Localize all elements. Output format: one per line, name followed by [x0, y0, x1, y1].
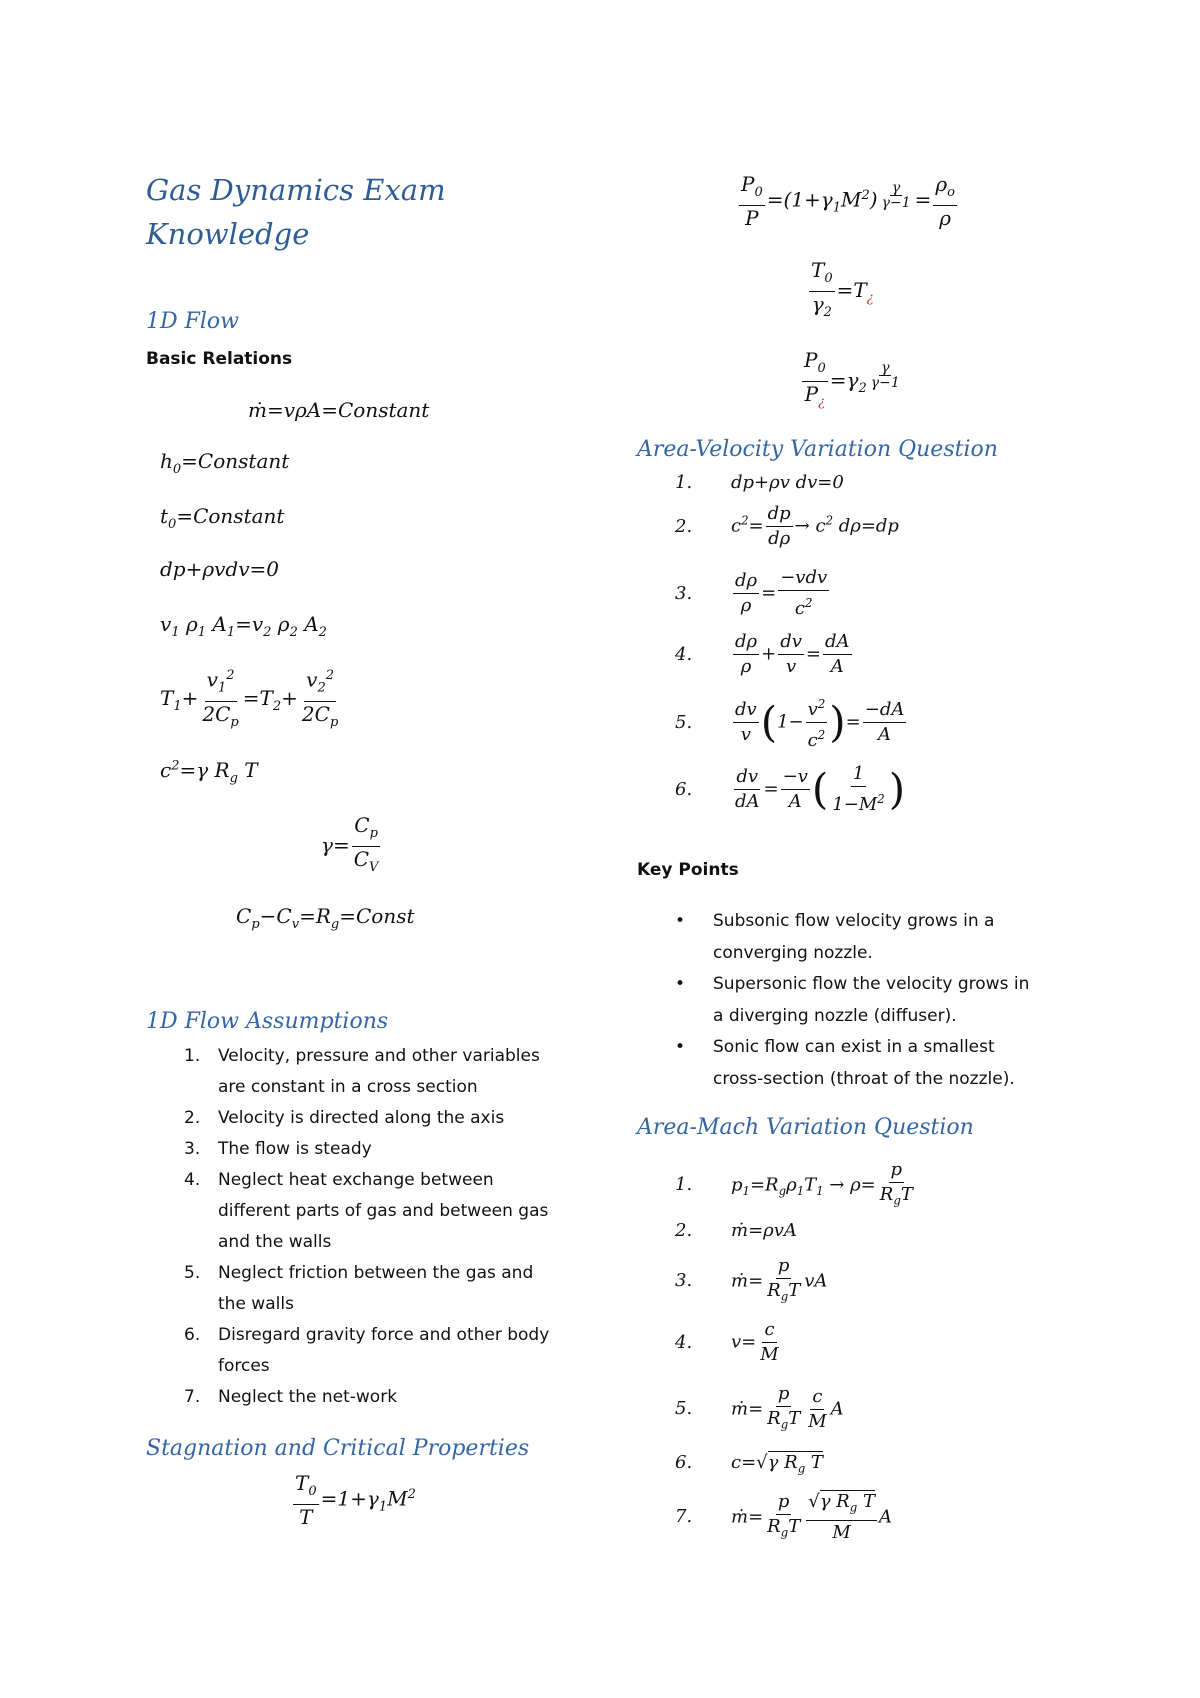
- list-number: 3.: [184, 1139, 201, 1159]
- title-line-2: Knowledge: [146, 217, 310, 251]
- am-eq-6: 6. c=√γ $R_g$ T: [675, 1452, 823, 1476]
- list-text: Subsonic flow velocity grows in a: [713, 911, 995, 931]
- eq-stagnation-pressure: $\frac{P_0}{P}$ $=(1+\gamma_1M^2)$ $^{\frac{\gamma}{\gamma-1}}$ = $\frac{\rho_o}{\rho}$: [741, 172, 955, 230]
- list-number: 1.: [184, 1046, 201, 1066]
- heading-1d-flow: 1D Flow: [146, 309, 240, 334]
- list-number: 2.: [675, 1220, 693, 1241]
- list-text: cross-section (throat of the nozzle).: [713, 1069, 1015, 1089]
- list-text: Neglect the net-work: [218, 1387, 398, 1407]
- heading-area-velocity: Area-Velocity Variation Question: [637, 437, 998, 462]
- av-eq-2: 2. $c^2=$ $\frac{dp}{d\rho}$ → $c^2$ dρ=dp: [675, 503, 899, 549]
- am-eq-5: 5. ṁ= $\frac{p}{R_gT}$ $\frac{c}{M}$ A: [675, 1383, 844, 1432]
- eq-const-word: Const: [355, 904, 415, 928]
- list-text: The flow is steady: [218, 1139, 372, 1159]
- list-item: [146, 1258, 616, 1320]
- eq-cp-cv: $C_p-C_v=R_g=Const$: [236, 904, 415, 932]
- list-number: 3.: [675, 582, 693, 604]
- list-text: Disregard gravity force and other body: [218, 1325, 550, 1345]
- list-number: 7.: [184, 1387, 201, 1407]
- list-number: 6.: [675, 1452, 693, 1473]
- list-item: [146, 1041, 616, 1103]
- heading-key-points: Key Points: [637, 860, 739, 880]
- heading-stagnation: Stagnation and Critical Properties: [146, 1436, 530, 1461]
- eq-gamma: γ= $\frac{C_p}{C_V}$: [321, 813, 379, 875]
- list-item: [146, 1165, 616, 1258]
- av-eq-3: 3. $\frac{d\rho}{\rho}$ = $\frac{\text{−vdv}}{c^2}$: [675, 567, 828, 619]
- eq-energy: $T_1+$ $\frac{v_1^2}{2C_p}$ $=T_2+$ $\frac{v_2^2}{2C_p}$: [160, 664, 342, 735]
- assumptions-list: [146, 1041, 616, 1413]
- title-line-1: Gas Dynamics Exam: [146, 173, 446, 207]
- eq-speed-of-sound: $c^2=\gamma$ $R_g$ T: [160, 758, 258, 786]
- list-text: Sonic flow can exist in a smallest: [713, 1037, 995, 1057]
- list-item: [146, 1320, 616, 1382]
- list-number: 2.: [675, 515, 693, 537]
- eq-t0-text: =Constant: [176, 504, 285, 528]
- list-item: [637, 1031, 1107, 1095]
- am-eq-4: 4. v= $\frac{c}{M}$: [675, 1319, 779, 1365]
- heading-area-mach: Area-Mach Variation Question: [637, 1115, 974, 1140]
- list-text: different parts of gas and between gas: [218, 1201, 549, 1221]
- eq-critical-temperature: $\frac{T_0}{\gamma_2}$ $=T_¿$: [811, 258, 874, 320]
- list-item: [146, 1382, 616, 1413]
- list-text: Velocity is directed along the axis: [218, 1108, 505, 1128]
- list-number: 3.: [675, 1270, 693, 1292]
- list-number: 6.: [675, 778, 693, 800]
- list-number: 1.: [675, 472, 693, 493]
- list-item: [637, 905, 1107, 969]
- av-eq-5: 5. $\frac{dv}{v}$ (1− $\frac{v^2}{c^2}$ )= $\frac{-dA}{A}$: [675, 692, 908, 753]
- list-number: 4.: [184, 1170, 201, 1190]
- am-eq-3: 3. ṁ= $\frac{p}{R_gT}$ vA: [675, 1255, 828, 1304]
- list-text: forces: [218, 1356, 270, 1376]
- eq-t0-constant: $t_0=Constant$: [160, 504, 285, 532]
- list-text: Supersonic flow the velocity grows in: [713, 974, 1030, 994]
- list-text: the walls: [218, 1294, 294, 1314]
- bullet-icon: •: [675, 974, 686, 994]
- bullet-icon: •: [675, 1037, 686, 1057]
- list-text: converging nozzle.: [713, 943, 873, 963]
- list-number: 4.: [675, 643, 693, 665]
- list-number: 2.: [184, 1108, 201, 1128]
- eq-continuity: $v_1$ $\rho_1$ $A_1=v_2$ $\rho_2$ $A_2$: [160, 612, 327, 640]
- heading-basic-relations: Basic Relations: [146, 349, 293, 369]
- eq-mass-flow: ṁ=vρA=Constant: [248, 398, 430, 422]
- list-number: 7.: [675, 1506, 693, 1528]
- list-text: Neglect heat exchange between: [218, 1170, 494, 1190]
- list-text: Velocity, pressure and other variables: [218, 1046, 540, 1066]
- list-number: 5.: [184, 1263, 201, 1283]
- eq-stagnation-temperature: $\frac{T_0}{T}$ $=1+\gamma_1M^2$: [295, 1471, 416, 1529]
- list-number: 4.: [675, 1331, 693, 1353]
- document-title: [146, 168, 446, 256]
- key-points-list: [637, 905, 1107, 1094]
- list-item: [146, 1103, 616, 1134]
- eq-h0-constant: $h_0=Constant$: [160, 449, 290, 477]
- list-text: and the walls: [218, 1232, 332, 1252]
- bullet-icon: •: [675, 911, 686, 931]
- list-number: 5.: [675, 1398, 693, 1420]
- list-text: a diverging nozzle (diffuser).: [713, 1006, 957, 1026]
- eq-momentum: dp+ρvdv=0: [160, 557, 280, 581]
- heading-assumptions: 1D Flow Assumptions: [146, 1009, 389, 1034]
- list-item: [637, 968, 1107, 1032]
- eq-h0-text: =Constant: [181, 449, 290, 473]
- av-eq-4: 4. $\frac{d\rho}{\rho}$ + $\frac{dv}{v}$ = $\frac{dA}{A}$: [675, 631, 850, 677]
- list-number: 5.: [675, 711, 693, 733]
- list-text: Neglect friction between the gas and: [218, 1263, 534, 1283]
- list-number: 1.: [675, 1174, 693, 1196]
- av-eq-6: 6. $\frac{dv}{dA}$ = $\frac{-v}{A}$ ( $\frac{1}{1-M^2}$ ): [675, 763, 906, 815]
- list-number: 6.: [184, 1325, 201, 1345]
- av-eq-1: 1. dp+ρv dv=0: [675, 472, 844, 493]
- am-eq-7: 7. ṁ= $\frac{p}{R_gT}$ $\frac{√\gamma R_g T}{M}$ A: [675, 1491, 892, 1543]
- am-eq-1: 1. $p_1=R_g\rho_1T_1 \to \rho=$ $\frac{p}{R_gT}$: [675, 1159, 913, 1208]
- eq-critical-pressure: $\frac{P_0}{P_¿}$ $=\gamma_2$ $^{\frac{\gamma}{\gamma-1}}$: [804, 348, 900, 410]
- list-item: [146, 1134, 616, 1165]
- am-eq-2: 2. ṁ=ρvA: [675, 1220, 797, 1241]
- list-text: are constant in a cross section: [218, 1077, 478, 1097]
